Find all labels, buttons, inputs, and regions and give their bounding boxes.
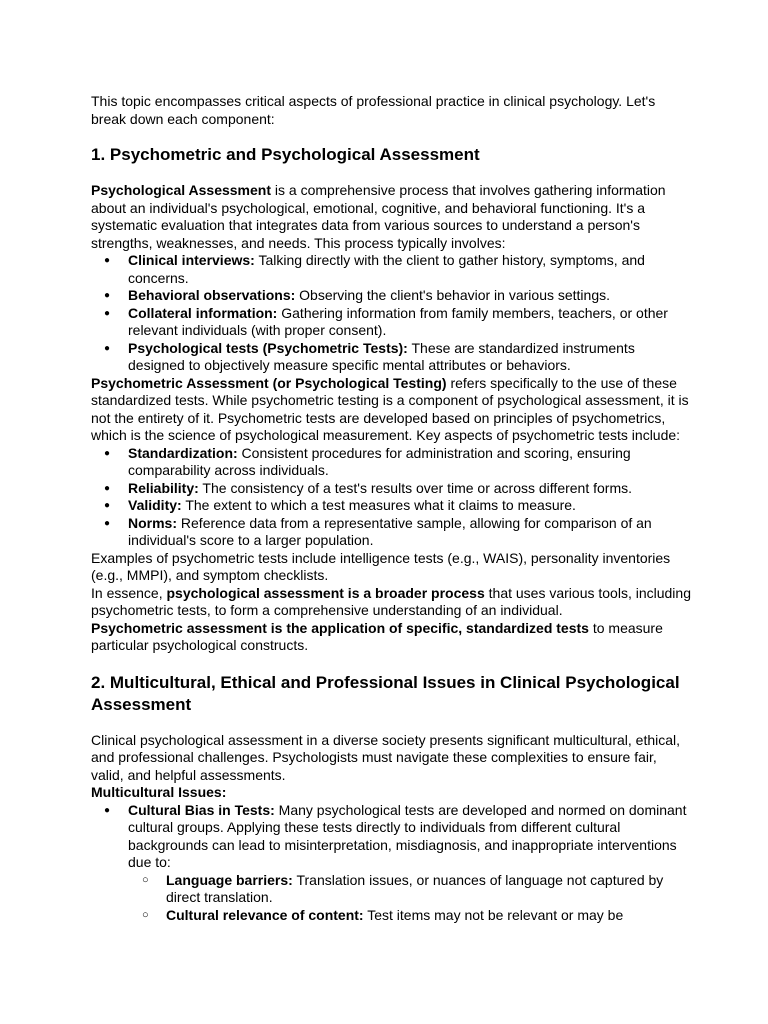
sublist-item-text: Test items may not be relevant or may be xyxy=(363,906,624,923)
list-item xyxy=(91,802,691,925)
paragraph-text: that uses various tools, including psychometric tests, to form a comprehensive understanding of an individual. xyxy=(91,584,691,618)
list-item-text: Consistent procedures for administration and scoring, ensuring comparability across individuals. xyxy=(128,444,631,478)
list-item-text: Reference data from a representative sample, allowing for comparison of an individual's score to a larger population. xyxy=(128,514,652,548)
bold-phrase: Psychometric assessment is the application of specific, standardized tests xyxy=(91,619,589,636)
paragraph-text: to measure particular psychological constructs. xyxy=(91,619,663,653)
list-item-term: Norms: xyxy=(128,514,178,531)
list-item-text: The extent to which a test measures what it claims to measure. xyxy=(181,497,576,513)
bold-term: Psychological Assessment xyxy=(91,182,272,198)
bold-term: Psychometric Assessment (or Psychological Testing) xyxy=(91,374,447,391)
list-item-term: Reliability: xyxy=(128,479,199,496)
section-2-paragraph-1: Clinical psychological assessment in a diverse society presents significant multicultural, ethical, and professional challenges. Psychologists must navigate these complexities to ensure fair, valid, and helpful assessments. xyxy=(91,731,681,783)
list-item xyxy=(91,480,691,498)
list-item xyxy=(91,340,691,375)
sublist-item-term: Cultural relevance of content: xyxy=(166,906,364,923)
section-1-paragraph-1 xyxy=(91,182,691,252)
list-item-text: The consistency of a test's results over time or across different forms. xyxy=(198,479,633,496)
section-1-paragraph-5 xyxy=(91,620,691,655)
section-2-heading: 2. Multicultural, Ethical and Professional Issues in Clinical Psychological Assessment xyxy=(91,672,680,714)
assessment-methods-list xyxy=(91,252,691,375)
section-1-paragraph-2 xyxy=(91,375,691,445)
subheading-text: Multicultural Issues: xyxy=(91,784,227,800)
multicultural-issues-list xyxy=(91,802,691,925)
paragraph-text: In essence, xyxy=(91,584,167,601)
sublist-item-text: Translation issues, or nuances of language not captured by direct translation. xyxy=(166,871,664,905)
list-item xyxy=(91,305,691,340)
intro-paragraph: This topic encompasses critical aspects of professional practice in clinical psychology. Let's break down each component: xyxy=(91,93,656,127)
list-item-text: These are standardized instruments designed to objectively measure specific mental attributes or behaviors. xyxy=(128,339,635,373)
sublist-item xyxy=(128,907,691,925)
list-item-term: Psychological tests (Psychometric Tests): xyxy=(128,339,408,356)
bold-phrase: psychological assessment is a broader process xyxy=(166,584,485,601)
list-item xyxy=(91,287,691,305)
list-item-term: Validity: xyxy=(128,497,182,513)
paragraph-text: is a comprehensive process that involves gathering information about an individual's psychological, emotional, cognitive, and behavioral functioning. It's a systematic evaluation that integrates data from various sources to understand a person's strengths, weaknesses, and needs. This process typically involves: xyxy=(91,182,666,251)
sublist-item-term: Language barriers: xyxy=(166,871,293,888)
list-item xyxy=(91,497,691,515)
section-1-paragraph-4 xyxy=(91,585,691,620)
list-item-term: Collateral information: xyxy=(128,304,278,321)
section-1-paragraph-3: Examples of psychometric tests include intelligence tests (e.g., WAIS), personality inventories (e.g., MMPI), and symptom checklists. xyxy=(91,549,671,583)
paragraph-text: refers specifically to the use of these standardized tests. While psychometric testing is a component of psychological assessment, it is not the entirety of it. Psychometric tests are developed based on principles of psychometrics, which is the science of psychological measurement. Key aspects of psychometric tests include: xyxy=(91,374,689,443)
list-item-term: Standardization: xyxy=(128,444,238,461)
sublist-item xyxy=(128,872,691,907)
section-1-heading: 1. Psychometric and Psychological Assessment xyxy=(91,145,480,164)
list-item-text: Many psychological tests are developed and normed on dominant cultural groups. Applying these tests directly to individuals from different cultural backgrounds can lead to misinterpretation, misdiagnosis, and inappropriate interventions due to: xyxy=(128,801,687,870)
document-page xyxy=(91,93,691,924)
list-item xyxy=(91,252,691,287)
list-item-text: Gathering information from family members, teachers, or other relevant individuals (with proper consent). xyxy=(128,304,668,338)
list-item xyxy=(91,515,691,550)
multicultural-issues-subheading xyxy=(91,784,691,802)
cultural-bias-sublist xyxy=(128,872,691,925)
psychometric-aspects-list xyxy=(91,445,691,550)
list-item-text: Talking directly with the client to gather history, symptoms, and concerns. xyxy=(128,252,645,286)
list-item-text: Observing the client's behavior in various settings. xyxy=(295,287,611,303)
list-item-term: Behavioral observations: xyxy=(128,287,296,303)
list-item-term: Cultural Bias in Tests: xyxy=(128,801,275,818)
list-item xyxy=(91,445,691,480)
list-item-term: Clinical interviews: xyxy=(128,252,255,268)
